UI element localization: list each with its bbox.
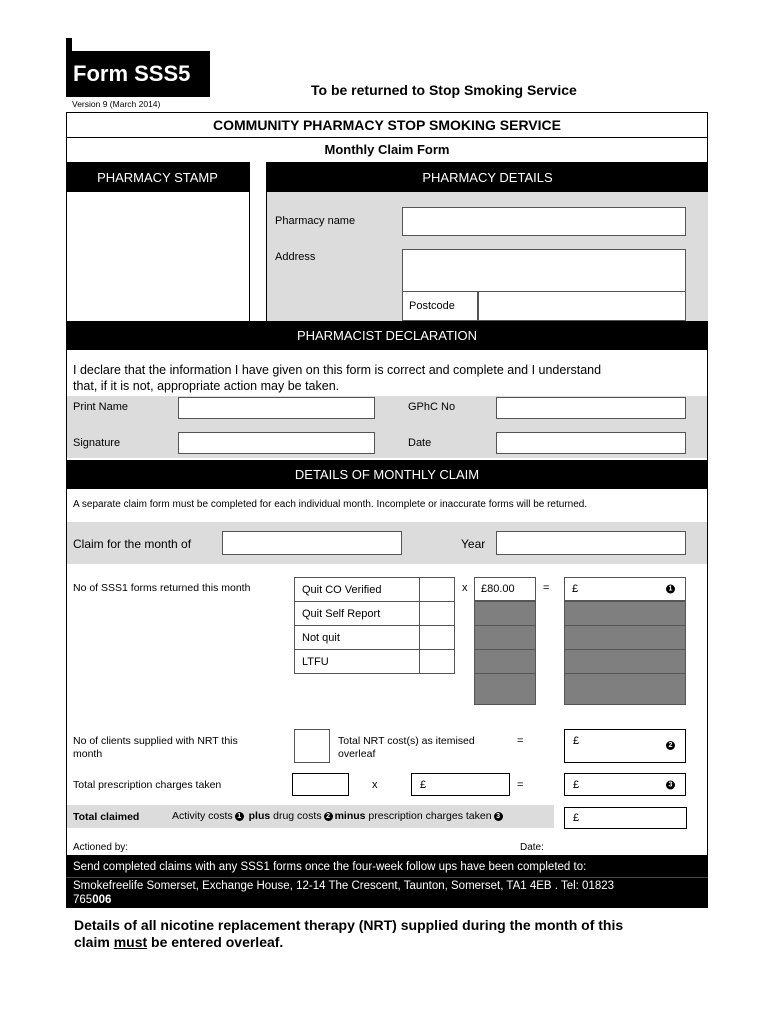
declaration-heading: PHARMACIST DECLARATION [66, 321, 708, 350]
rate-value: £80.00 [481, 583, 515, 595]
ltfu-count[interactable] [419, 649, 455, 674]
claim-month-label: Claim for the month of [73, 537, 192, 551]
rate-shade-line-1 [474, 625, 536, 626]
stamp-gap-left [249, 162, 250, 322]
form-name-title: Monthly Claim Form [324, 142, 450, 157]
footer-phone-prefix: 765 [73, 894, 93, 906]
row-quit-self-label [294, 601, 420, 626]
rate-cell [474, 577, 536, 601]
gphc-label: GPhC No [408, 401, 456, 413]
service-title: COMMUNITY PHARMACY STOP SMOKING SERVICE [213, 117, 561, 133]
equals-sign-1: = [543, 582, 550, 594]
prescription-total-field[interactable] [564, 773, 686, 796]
total-desc-presc: prescription charges taken [368, 810, 492, 822]
claim-heading: DETAILS OF MONTHLY CLAIM [66, 460, 708, 489]
total-desc-drug: drug costs [273, 810, 322, 822]
pharmacy-stamp-heading: PHARMACY STAMP [66, 162, 249, 192]
rate-shade-line-3 [474, 673, 536, 674]
declaration-text-1: I declare that the information I have given on this form is correct and complete and I understand [73, 363, 602, 377]
address-field[interactable] [402, 249, 686, 292]
row-quit-co-text: Quit CO Verified [302, 583, 382, 596]
prescription-label: Total prescription charges taken [73, 779, 222, 791]
nrt-clients-label-2: month [73, 748, 103, 760]
total-desc-plus: plus [248, 810, 271, 822]
footer-send-text: Send completed claims with any SSS1 forms once the four-week follow ups have been completed to: [73, 861, 587, 873]
nrt-note-1: Details of all nicotine replacement therapy (NRT) supplied during the month of this [74, 917, 624, 933]
actioned-date-label: Date: [520, 842, 544, 853]
pharmacy-name-label: Pharmacy name [275, 215, 356, 227]
prescription-charge-field[interactable] [411, 773, 510, 796]
actioned-label: Actioned by: [73, 842, 129, 853]
postcode-field[interactable] [478, 292, 686, 321]
nrt-note-pre: claim [74, 934, 114, 950]
form-id: Form SSS5 [73, 61, 191, 86]
equals-sign-3: = [517, 779, 524, 791]
print-name-field[interactable] [178, 397, 375, 419]
nrt-note-2 [74, 934, 283, 950]
row-ltfu-label [294, 649, 420, 674]
nrt-clients-label-1: No of clients supplied with NRT this [73, 735, 238, 747]
nrt-cost-label-2: overleaf [338, 748, 376, 760]
claim-month-field[interactable] [222, 531, 402, 555]
prescription-count-field[interactable] [292, 773, 349, 796]
footer-phone [73, 894, 111, 906]
declaration-date-field[interactable] [496, 432, 686, 454]
nrt-note-must: must [113, 934, 148, 950]
gphc-field[interactable] [496, 397, 686, 419]
address-label: Address [275, 251, 316, 263]
total-claimed-field[interactable] [564, 807, 687, 829]
claim-note: A separate claim form must be completed for each individual month. Incomplete or inaccurate forms will be returned. [73, 499, 588, 510]
activity-shaded [564, 601, 686, 705]
equals-sign-2: = [517, 735, 524, 747]
footer-phone-bold: 006 [92, 894, 112, 906]
activity-shade-line-3 [564, 673, 686, 674]
stamp-box[interactable] [67, 192, 249, 321]
postcode-label-cell [402, 292, 478, 321]
rate-shade-line-2 [474, 649, 536, 650]
version-text: Version 9 (March 2014) [72, 99, 161, 109]
declaration-text-2: that, if it is not, appropriate action may be taken. [73, 379, 340, 393]
total-claimed-label: Total claimed [73, 811, 140, 823]
footer-divider [66, 877, 708, 878]
signature-label: Signature [73, 437, 121, 449]
activity-shade-line-1 [564, 625, 686, 626]
sss1-label: No of SSS1 forms returned this month [73, 582, 251, 594]
claim-year-label: Year [461, 537, 486, 551]
total-desc-activity: Activity costs [172, 810, 233, 822]
form-id-badge [66, 51, 210, 97]
pound-sign-2: £ [573, 735, 580, 747]
pharmacy-details-heading: PHARMACY DETAILS [267, 162, 708, 192]
marker-3-inline-icon: 3 [494, 812, 503, 821]
nrt-cost-field[interactable] [564, 729, 686, 763]
pharmacy-name-field[interactable] [402, 207, 686, 236]
marker-2-icon: 2 [666, 741, 675, 750]
pound-sign-3: £ [420, 778, 427, 791]
nrt-cost-label-1: Total NRT cost(s) as itemised [338, 735, 475, 747]
postcode-label: Postcode [409, 300, 455, 312]
footer-address: Smokefreelife Somerset, Exchange House, 12-14 The Crescent, Taunton, Somerset, TA1 4EB . Tel: 01823 [73, 880, 615, 892]
times-sign-2: x [372, 779, 378, 791]
signature-field[interactable] [178, 432, 375, 454]
row-not-quit-text: Not quit [302, 631, 340, 644]
rate-shaded [474, 601, 536, 705]
print-name-label: Print Name [73, 401, 129, 413]
pound-sign-1: £ [572, 583, 579, 595]
not-quit-count[interactable] [419, 625, 455, 650]
total-desc-minus: minus [334, 810, 366, 822]
pound-sign-4: £ [573, 778, 580, 791]
declaration-date-label: Date [408, 437, 432, 449]
row-ltfu-text: LTFU [302, 655, 329, 668]
activity-shade-line-2 [564, 649, 686, 650]
row-quit-co-label [294, 577, 420, 602]
nrt-clients-field[interactable] [294, 729, 330, 763]
nrt-note-post: be entered overleaf. [147, 934, 284, 950]
quit-co-count[interactable] [419, 577, 455, 602]
return-to-text: To be returned to Stop Smoking Service [311, 82, 577, 98]
activity-cost-field[interactable] [564, 577, 686, 601]
marker-2-inline-icon: 2 [324, 812, 333, 821]
pound-sign-5: £ [573, 812, 580, 824]
times-sign-1: x [462, 582, 468, 594]
row-quit-self-text: Quit Self Report [302, 607, 381, 620]
total-claimed-desc [172, 810, 505, 822]
marker-1-icon: 1 [666, 585, 675, 594]
quit-self-count[interactable] [419, 601, 455, 626]
marker-1-inline-icon: 1 [235, 812, 244, 821]
claim-year-field[interactable] [496, 531, 686, 555]
marker-3-icon: 3 [666, 780, 675, 789]
row-not-quit-label [294, 625, 420, 650]
